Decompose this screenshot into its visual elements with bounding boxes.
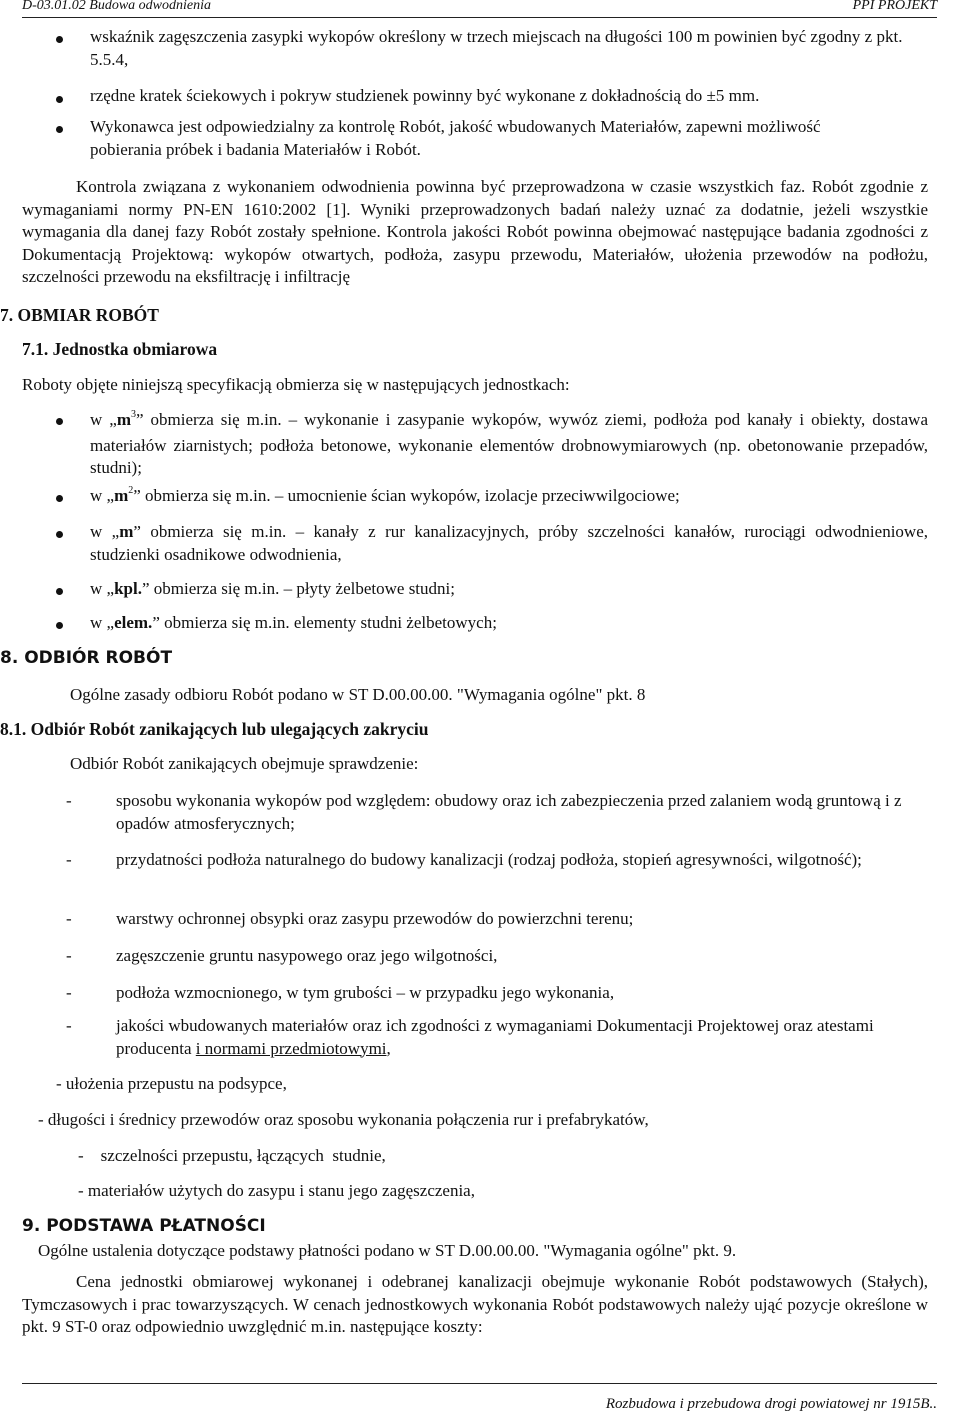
dash-marker: - (66, 791, 72, 810)
bullet-icon (56, 622, 63, 629)
header-document-code: D-03.01.02 Budowa odwodnienia (22, 0, 211, 13)
section-intro: Odbiór Robót zanikających obejmuje sprawdzenie: (70, 754, 419, 773)
section-intro: Roboty objęte niniejszą specyfikacją obmierza się w następujących jednostkach: (22, 375, 570, 394)
check-item: - długości i średnicy przewodów oraz sposobu wykonania połączenia rur i prefabrykatów, (38, 1110, 649, 1129)
page-header (22, 0, 937, 18)
control-paragraph: Kontrola związana z wykonaniem odwodnienia powinna być przeprowadzona w czasie wszystkich faz. Robót zgodnie z wymaganiami normy PN-EN 1610:2002 [1]. Wyniki przeprowadzonych badań należy uznać za dodatnie, jeżeli wszystkie wymagania dla danej fazy Robót zostały spełnione. Kontrola jakości Robót powinna obejmować następujące badania zgodności z Dokumentacją Projektową: wykopów otwartych, podłoża, zasypu przewodu, Materiałów, ułożenia przewodów na podłożu, szczelności przewodu na eksfiltrację i infiltrację (22, 177, 928, 286)
list-item: Wykonawca jest odpowiedzialny za kontrolę Robót, jakość wbudowanych Materiałów, zapewni możliwość pobierania próbek i badania Materiałów i Robót. (90, 117, 821, 159)
header-company: PPI PROJEKT (852, 0, 937, 13)
dash-marker: - (66, 850, 72, 869)
bullet-icon (56, 531, 63, 538)
section-general: Ogólne ustalenia dotyczące podstawy płatności podano w ST D.00.00.00. "Wymagania ogólne" pkt. 9. (38, 1241, 737, 1260)
bullet-icon (56, 36, 63, 43)
section-heading: 7. OBMIAR ROBÓT (0, 305, 159, 325)
subsection-heading: 8.1. Odbiór Robót zanikających lub ulegających zakryciu (0, 719, 429, 739)
dash-marker: - (66, 946, 72, 965)
list-item: rzędne kratek ściekowych i pokryw studzienek powinny być wykonane z dokładnością do ±5 mm. (90, 86, 760, 105)
section-heading: 9. PODSTAWA PŁATNOŚCI (22, 1216, 266, 1236)
unit-item: w „kpl.” obmierza się m.in. – płyty żelbetowe studni; (90, 579, 455, 598)
check-item: sposobu wykonania wykopów pod względem: obudowy oraz ich zabezpieczenia przed zalaniem wodą gruntową i z opadów atmosferycznych; (116, 791, 902, 833)
check-item: jakości wbudowanych materiałów oraz ich zgodności z wymaganiami Dokumentacji Projektowej oraz atestami producenta i normami przedmiotowymi, (116, 1016, 874, 1058)
unit-item: w „elem.” obmierza się m.in. elementy studni żelbetowych; (90, 613, 497, 632)
bullet-icon (56, 588, 63, 595)
check-item: podłoża wzmocnionego, w tym grubości – w przypadku jego wykonania, (116, 983, 615, 1002)
page-footer (22, 1383, 937, 1412)
section-heading: 8. ODBIÓR ROBÓT (0, 648, 173, 668)
unit-item: w „m” obmierza się m.in. – kanały z rur kanalizacyjnych, próby szczelności kanałów, rurociągi odwodnieniowe, studzienki osadnikowe odwodnienia, (90, 522, 928, 564)
check-item: - ułożenia przepustu na podsypce, (56, 1074, 287, 1093)
subsection-heading: 7.1. Jednostka obmiarowa (22, 339, 218, 359)
payment-paragraph: Cena jednostki obmiarowej wykonanej i odebranej kanalizacji obejmuje wykonanie Robót podstawowych (Stałych), Tymczasowych i prac towarzyszących. W cenach jednostkowych wykonania Robót podstawowych należy ująć pozycje określone w pkt. 9 ST-0 oraz odpowiednio uwzględnić m.in. następujące koszty: (22, 1272, 928, 1336)
check-item: - materiałów użytych do zasypu i stanu jego zagęszczenia, (78, 1181, 475, 1200)
check-item: warstwy ochronnej obsypki oraz zasypu przewodów do powierzchni terenu; (116, 909, 634, 928)
unit-item: w $„m^3$” obmierza się m.in. – wykonanie i zasypanie wykopów, wywóz ziemi, podłoża pod kanały i obiekty, dostawa materiałów ziarnistych; podłoża betonowe, wykonanie elementów drobnowymiarowych (np. obetonowanie przepadów, studni); (90, 409, 928, 477)
check-item: przydatności podłoża naturalnego do budowy kanalizacji (rodzaj podłoża, stopień agresywności, wilgotność); (116, 850, 862, 869)
check-item: zagęszczenie gruntu nasypowego oraz jego wilgotności, (116, 946, 498, 965)
bullet-icon (56, 418, 63, 425)
check-item: - szczelności przepustu, łączących studnie, (78, 1146, 386, 1165)
bullet-icon (56, 126, 63, 133)
dash-marker: - (66, 909, 72, 928)
bullet-icon (56, 495, 63, 502)
unit-item: w $„m^2$” obmierza się m.in. – umocnienie ścian wykopów, izolacje przeciwwilgociowe; (90, 485, 680, 505)
dash-marker: - (66, 1016, 72, 1035)
list-item: wskaźnik zagęszczenia zasypki wykopów określony w trzech miejscach na długości 100 m powinien być zgodny z pkt. 5.5.4, (90, 27, 903, 69)
section-general: Ogólne zasady odbioru Robót podano w ST D.00.00.00. "Wymagania ogólne" pkt. 8 (70, 685, 646, 704)
dash-marker: - (66, 983, 72, 1002)
footer-project-title: Rozbudowa i przebudowa drogi powiatowej nr 1915B.. (605, 1396, 937, 1412)
bullet-icon (56, 96, 63, 103)
